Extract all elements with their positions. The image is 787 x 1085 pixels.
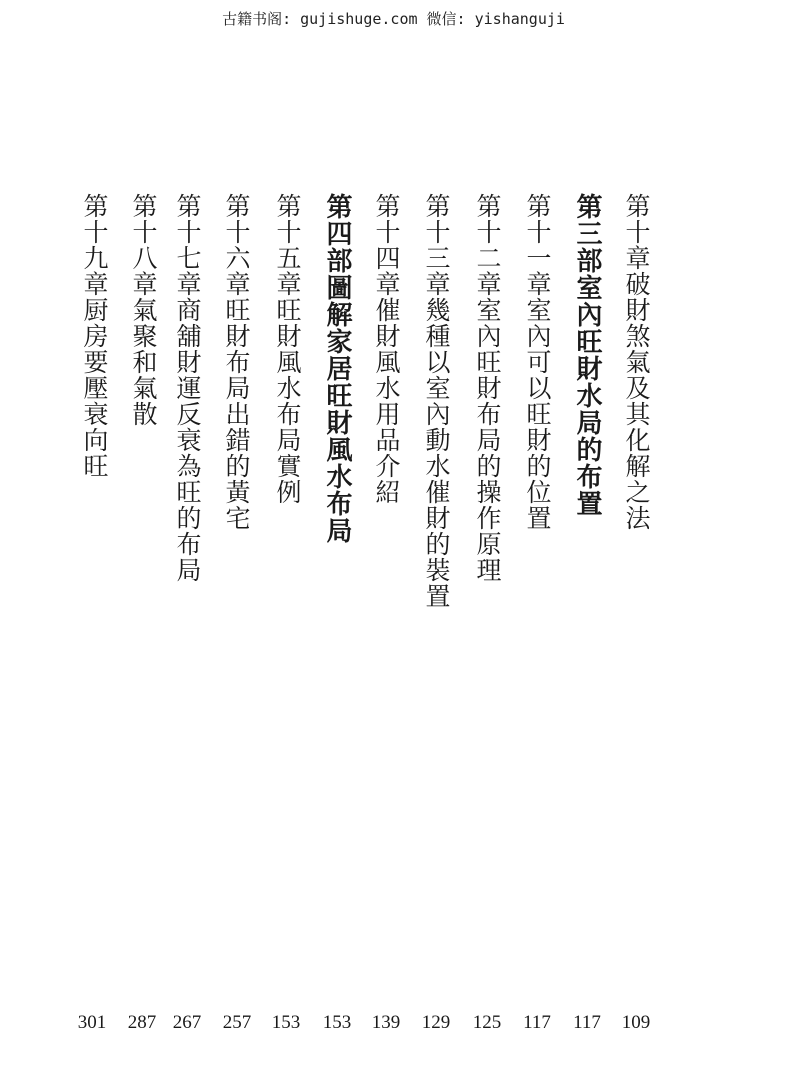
page-number: 139 xyxy=(371,1012,401,1033)
chapter-title: 室內旺財布局的操作原理 xyxy=(473,297,502,583)
chapter-title: 氣聚和氣散 xyxy=(129,297,158,427)
page-number: 301 xyxy=(77,1012,107,1033)
part-title: 室內旺財水局的布置 xyxy=(572,274,602,517)
page-number: 129 xyxy=(421,1012,451,1033)
chapter-number: 第十九章 xyxy=(80,193,109,297)
page-number: 109 xyxy=(621,1012,651,1033)
toc-entry xyxy=(126,193,160,427)
page-number: 153 xyxy=(271,1012,301,1033)
toc-entry xyxy=(520,193,554,531)
toc-entry xyxy=(219,193,253,531)
part-number: 第四部 xyxy=(322,193,352,274)
toc-entry xyxy=(77,193,111,479)
toc-entry xyxy=(619,193,653,531)
chapter-title: 商舖財運反衰為旺的布局 xyxy=(173,297,202,583)
toc-entry xyxy=(419,193,453,609)
chapter-title: 幾種以室內動水催財的裝置 xyxy=(422,297,451,609)
chapter-number: 第十六章 xyxy=(222,193,251,297)
chapter-title: 室內可以旺財的位置 xyxy=(523,297,552,531)
toc-entry xyxy=(270,193,304,505)
page-number: 267 xyxy=(172,1012,202,1033)
toc-part-entry xyxy=(570,193,604,517)
chapter-number: 第十一章 xyxy=(523,193,552,297)
toc-entry xyxy=(369,193,403,505)
page-number: 153 xyxy=(322,1012,352,1033)
part-title: 圖解家居旺財風水布局 xyxy=(322,274,352,544)
chapter-number: 第十七章 xyxy=(173,193,202,297)
part-number: 第三部 xyxy=(572,193,602,274)
chapter-title: 旺財布局出錯的黃宅 xyxy=(222,297,251,531)
chapter-title: 催財風水用品介紹 xyxy=(372,297,401,505)
page-number: 125 xyxy=(472,1012,502,1033)
chapter-number: 第十八章 xyxy=(129,193,158,297)
chapter-number: 第十五章 xyxy=(273,193,302,297)
chapter-number: 第十三章 xyxy=(422,193,451,297)
page-number: 257 xyxy=(222,1012,252,1033)
chapter-number: 第十四章 xyxy=(372,193,401,297)
chapter-title: 破財煞氣及其化解之法 xyxy=(622,271,651,531)
toc-entry xyxy=(170,193,204,583)
chapter-number: 第十章 xyxy=(622,193,651,271)
site-watermark: 古籍书阁: gujishuge.com 微信: yishanguji xyxy=(222,10,565,28)
chapter-title: 厨房要壓衰向旺 xyxy=(80,297,109,479)
chapter-title: 旺財風水布局實例 xyxy=(273,297,302,505)
page-number: 117 xyxy=(523,1012,551,1033)
chapter-number: 第十二章 xyxy=(473,193,502,297)
page-number: 287 xyxy=(127,1012,157,1033)
page-number: 117 xyxy=(573,1012,601,1033)
toc-part-entry xyxy=(320,193,354,544)
toc-entry xyxy=(470,193,504,583)
